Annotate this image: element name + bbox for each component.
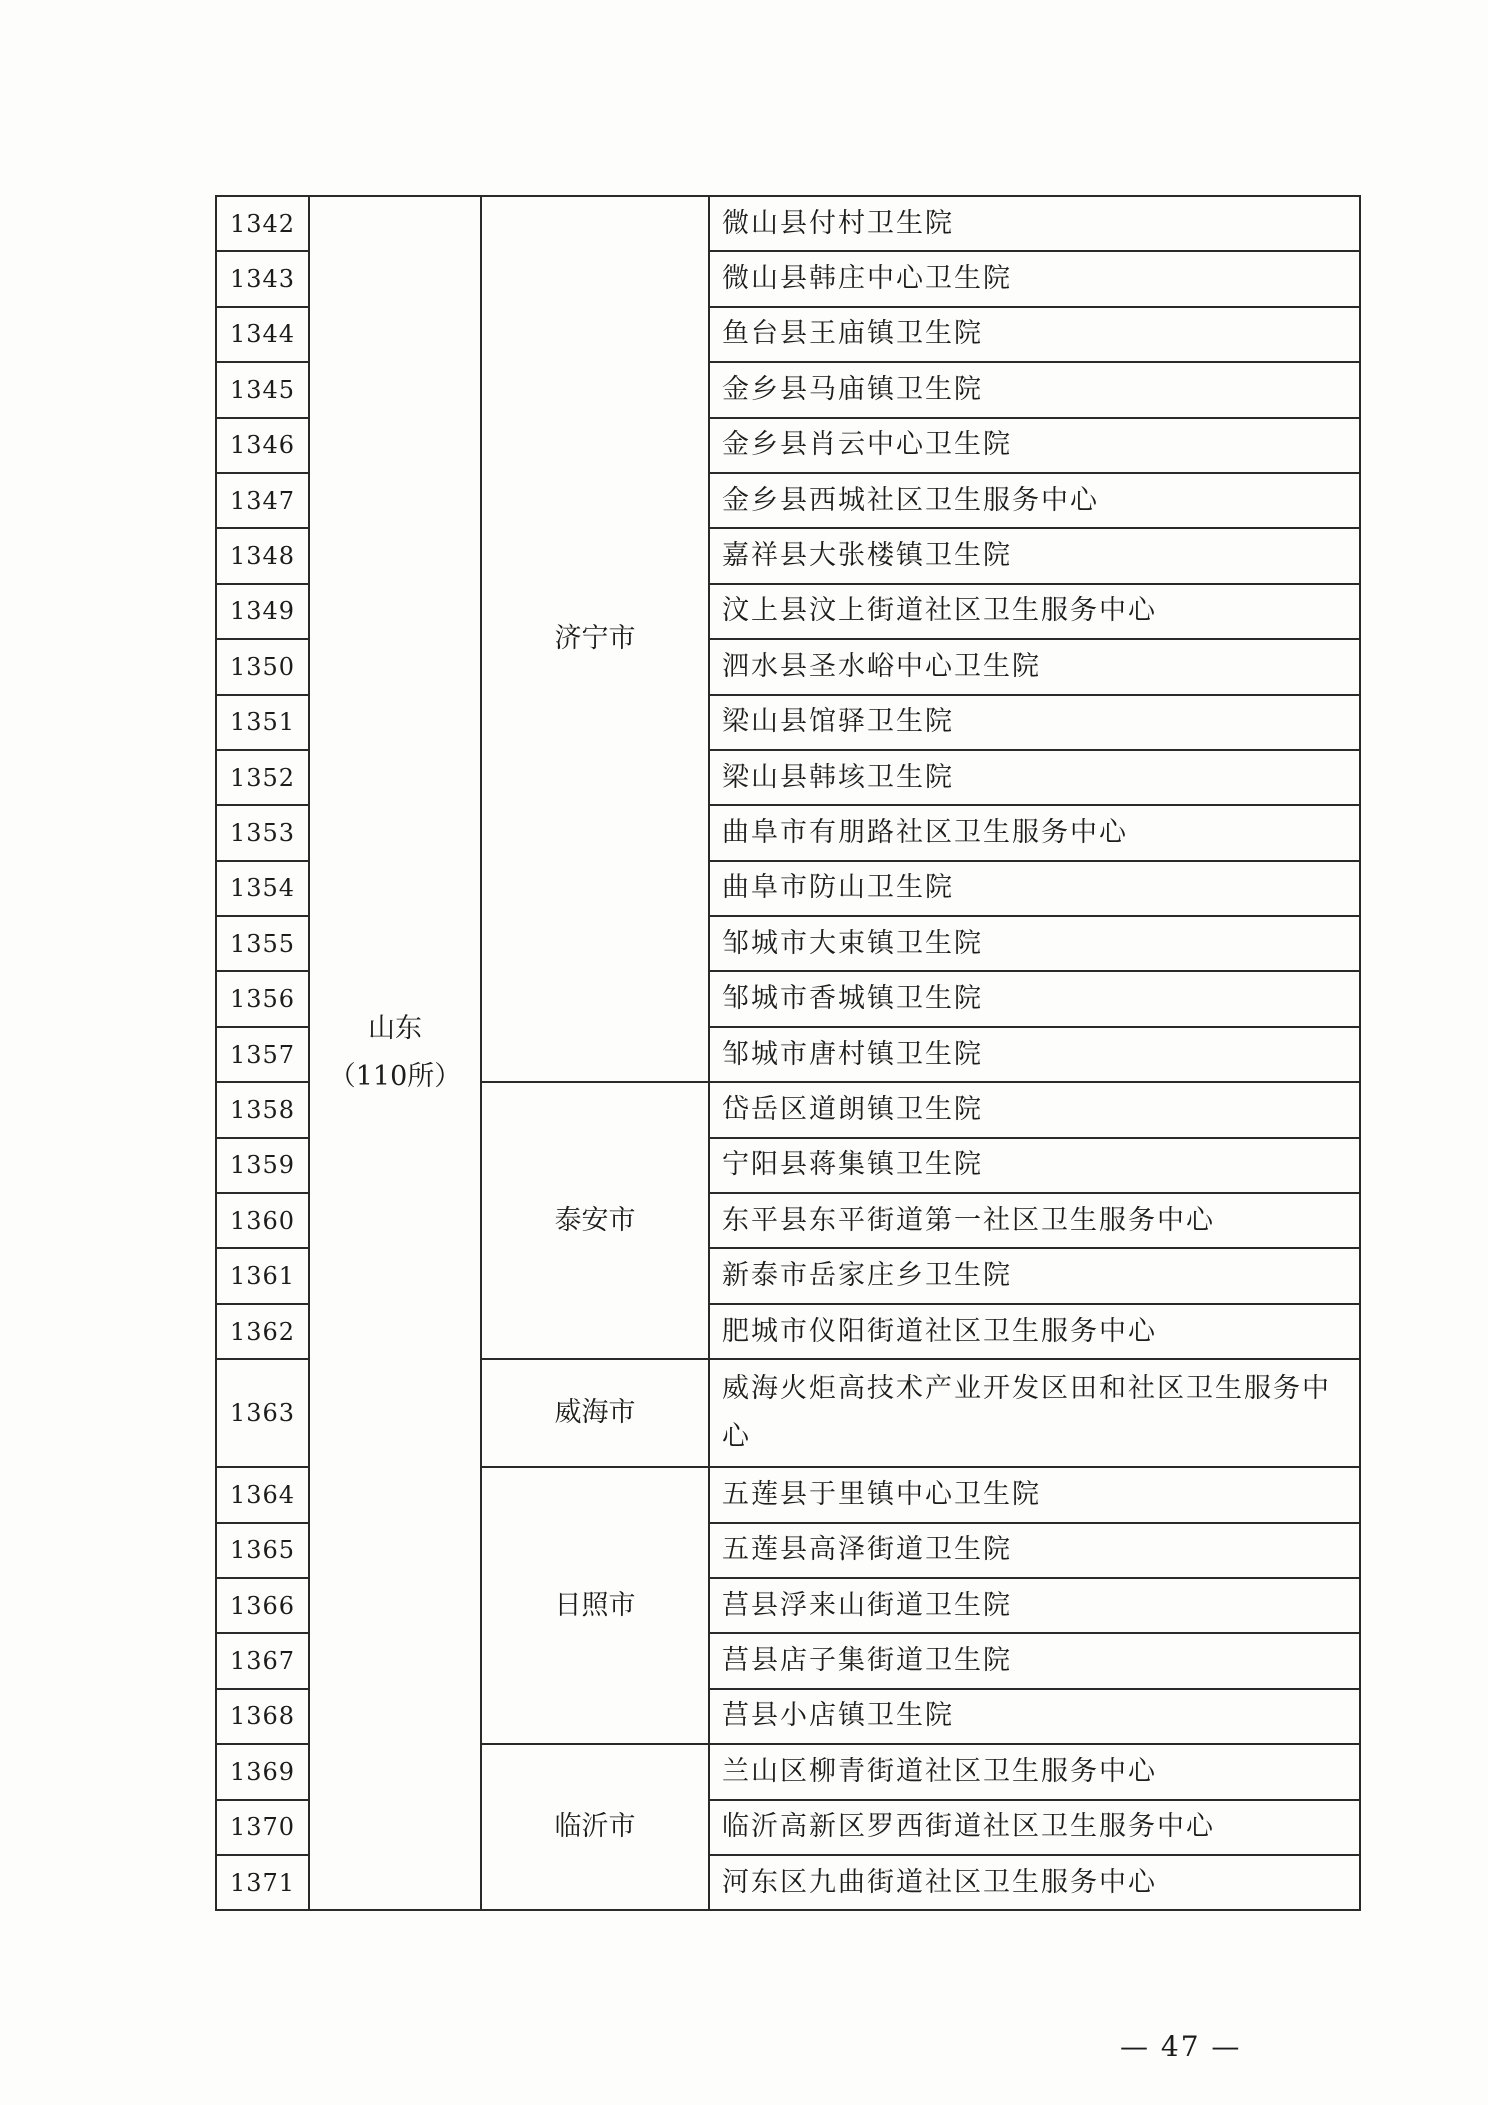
institution-name: 曲阜市防山卫生院	[709, 861, 1360, 916]
row-number: 1344	[216, 307, 309, 362]
row-number: 1345	[216, 362, 309, 417]
row-number: 1359	[216, 1138, 309, 1193]
row-number: 1370	[216, 1800, 309, 1855]
row-number: 1343	[216, 251, 309, 306]
institution-name: 泗水县圣水峪中心卫生院	[709, 639, 1360, 694]
institution-name: 邹城市唐村镇卫生院	[709, 1027, 1360, 1082]
institution-name: 汶上县汶上街道社区卫生服务中心	[709, 584, 1360, 639]
row-number: 1349	[216, 584, 309, 639]
institution-name: 微山县付村卫生院	[709, 196, 1360, 251]
institution-name: 曲阜市有朋路社区卫生服务中心	[709, 805, 1360, 860]
row-number: 1342	[216, 196, 309, 251]
row-number: 1352	[216, 750, 309, 805]
row-number: 1353	[216, 805, 309, 860]
city-cell: 济宁市	[481, 196, 709, 1082]
institution-name: 梁山县韩垓卫生院	[709, 750, 1360, 805]
province-name: 山东	[368, 1013, 422, 1045]
table-row	[216, 196, 1360, 251]
city-cell: 日照市	[481, 1467, 709, 1744]
row-number: 1366	[216, 1578, 309, 1633]
institution-name: 莒县店子集街道卫生院	[709, 1633, 1360, 1688]
institution-name: 嘉祥县大张楼镇卫生院	[709, 528, 1360, 583]
row-number: 1354	[216, 861, 309, 916]
row-number: 1360	[216, 1193, 309, 1248]
institution-name: 新泰市岳家庄乡卫生院	[709, 1248, 1360, 1303]
institution-name: 威海火炬高技术产业开发区田和社区卫生服务中心	[709, 1359, 1360, 1467]
province-cell	[309, 196, 481, 1910]
institution-name: 金乡县马庙镇卫生院	[709, 362, 1360, 417]
page-number: — 47 —	[1120, 2030, 1242, 2063]
row-number: 1356	[216, 971, 309, 1026]
row-number: 1351	[216, 695, 309, 750]
city-cell: 威海市	[481, 1359, 709, 1467]
row-number: 1368	[216, 1689, 309, 1744]
institution-name: 莒县浮来山街道卫生院	[709, 1578, 1360, 1633]
institution-name: 微山县韩庄中心卫生院	[709, 251, 1360, 306]
institution-name: 五莲县于里镇中心卫生院	[709, 1467, 1360, 1522]
institution-name: 金乡县肖云中心卫生院	[709, 418, 1360, 473]
institution-name: 宁阳县蒋集镇卫生院	[709, 1138, 1360, 1193]
institution-name: 鱼台县王庙镇卫生院	[709, 307, 1360, 362]
row-number: 1363	[216, 1359, 309, 1467]
row-number: 1369	[216, 1744, 309, 1799]
row-number: 1350	[216, 639, 309, 694]
institution-table	[215, 195, 1361, 1911]
institution-name: 邹城市香城镇卫生院	[709, 971, 1360, 1026]
row-number: 1355	[216, 916, 309, 971]
institution-name: 兰山区柳青街道社区卫生服务中心	[709, 1744, 1360, 1799]
institution-name: 岱岳区道朗镇卫生院	[709, 1082, 1360, 1137]
city-cell: 泰安市	[481, 1082, 709, 1359]
institution-name: 五莲县高泽街道卫生院	[709, 1523, 1360, 1578]
row-number: 1361	[216, 1248, 309, 1303]
row-number: 1367	[216, 1633, 309, 1688]
institution-name: 东平县东平街道第一社区卫生服务中心	[709, 1193, 1360, 1248]
row-number: 1371	[216, 1855, 309, 1910]
row-number: 1348	[216, 528, 309, 583]
institution-name: 邹城市大束镇卫生院	[709, 916, 1360, 971]
institution-name: 河东区九曲街道社区卫生服务中心	[709, 1855, 1360, 1910]
row-number: 1347	[216, 473, 309, 528]
institution-name: 金乡县西城社区卫生服务中心	[709, 473, 1360, 528]
row-number: 1358	[216, 1082, 309, 1137]
row-number: 1362	[216, 1304, 309, 1359]
row-number: 1365	[216, 1523, 309, 1578]
institution-name: 梁山县馆驿卫生院	[709, 695, 1360, 750]
province-count: （110所）	[328, 1061, 462, 1093]
row-number: 1364	[216, 1467, 309, 1522]
row-number: 1346	[216, 418, 309, 473]
institution-name: 肥城市仪阳街道社区卫生服务中心	[709, 1304, 1360, 1359]
institution-name: 莒县小店镇卫生院	[709, 1689, 1360, 1744]
institution-name: 临沂高新区罗西街道社区卫生服务中心	[709, 1800, 1360, 1855]
row-number: 1357	[216, 1027, 309, 1082]
city-cell: 临沂市	[481, 1744, 709, 1910]
